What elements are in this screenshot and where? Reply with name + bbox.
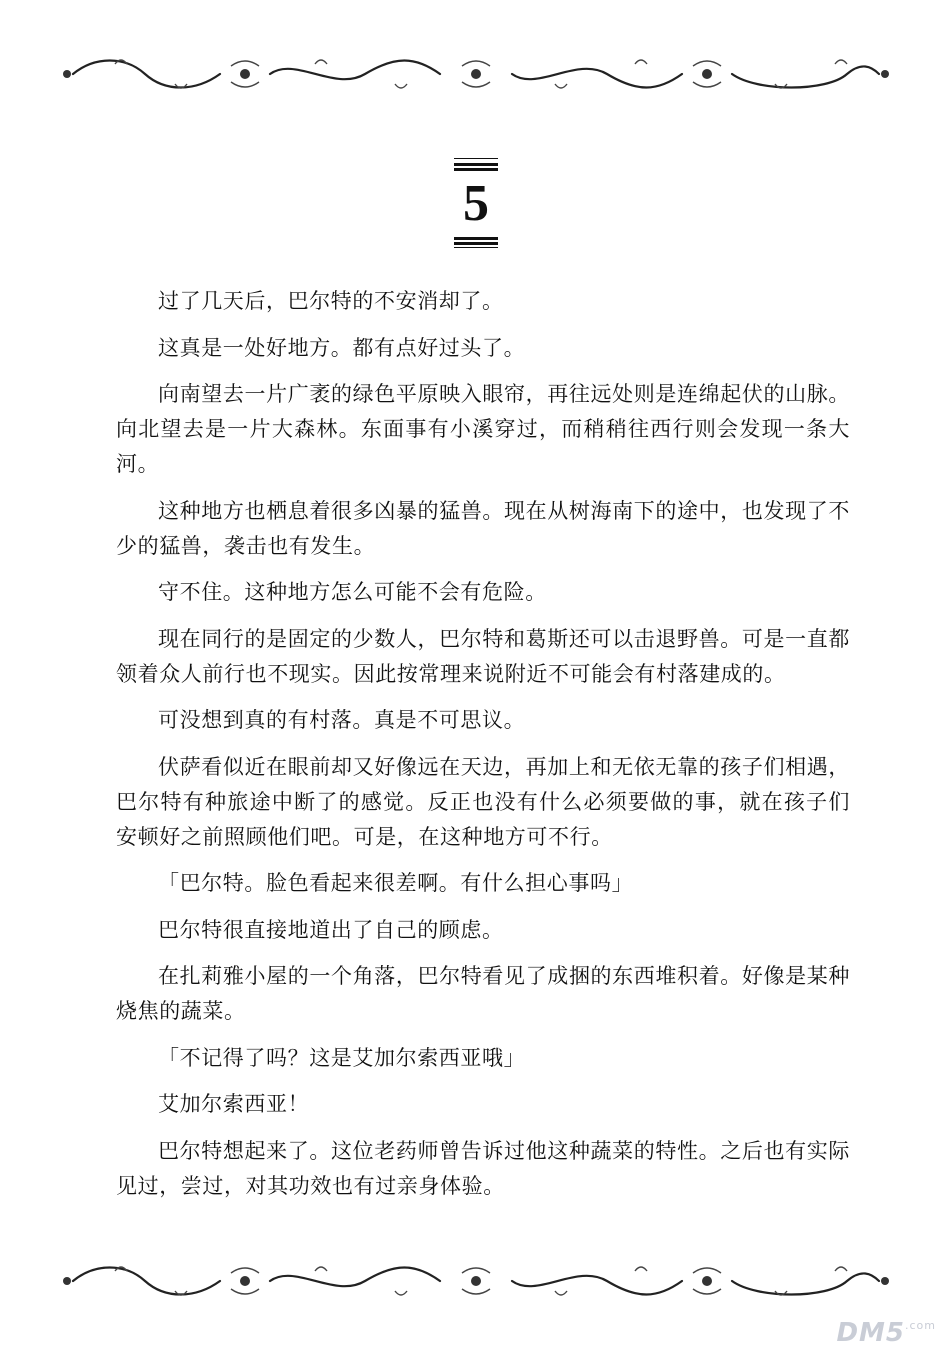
paragraph: 这真是一处好地方。都有点好过头了。 bbox=[158, 335, 526, 360]
paragraph: 过了几天后，巴尔特的不安消却了。 bbox=[158, 289, 504, 313]
paragraph: 可没想到真的有村落。真是不可思议。 bbox=[158, 708, 526, 732]
watermark-logo bbox=[836, 1318, 936, 1348]
chapter-bottom-rule bbox=[454, 237, 498, 248]
paragraph: 巴尔特想起来了。这位老药师曾告诉过他这种蔬菜的特性。之后也有实际见过，尝过，对其功效也有过亲身体验。 bbox=[116, 1138, 850, 1198]
paragraph: 向南望去一片广袤的绿色平原映入眼帘，再往远处则是连绵起伏的山脉。向北望去是一片大森林。东面事有小溪穿过，而稍稍往西行则会发现一条大河。 bbox=[116, 382, 850, 476]
paragraph: 这种地方也栖息着很多凶暴的猛兽。现在从树海南下的途中，也发现了不少的猛兽，袭击也有发生。 bbox=[116, 498, 850, 558]
paragraph: 守不住。这种地方怎么可能不会有危险。 bbox=[158, 580, 547, 604]
paragraph: 巴尔特很直接地道出了自己的顾虑。 bbox=[158, 917, 504, 942]
watermark-text: DM5 bbox=[836, 1318, 905, 1348]
chapter-number: 5 bbox=[463, 175, 489, 232]
top-ornament-border bbox=[55, 46, 897, 102]
paragraph: 伏萨看似近在眼前却又好像远在天边，再加上和无依无靠的孩子们相遇，巴尔特有种旅途中断了的感觉。反正也没有什么必须要做的事，就在孩子们安顿好之前照顾他们吧。可是，在这种地方可不行。 bbox=[116, 754, 850, 849]
body-text bbox=[116, 284, 850, 1215]
watermark-suffix: .com bbox=[905, 1319, 936, 1332]
paragraph: 在扎莉雅小屋的一个角落，巴尔特看见了成捆的东西堆积着。好像是某种烧焦的蔬菜。 bbox=[116, 964, 850, 1023]
bottom-ornament-border bbox=[55, 1253, 897, 1309]
paragraph: 「巴尔特。脸色看起来很差啊。有什么担心事吗」 bbox=[158, 871, 634, 895]
vine-ornament-icon bbox=[55, 1253, 897, 1309]
chapter-heading bbox=[426, 158, 526, 252]
vine-ornament-icon bbox=[55, 46, 897, 102]
chapter-top-rule bbox=[454, 158, 498, 171]
paragraph: 艾加尔索西亚！ bbox=[158, 1092, 310, 1116]
paragraph: 「不记得了吗？这是艾加尔索西亚哦」 bbox=[158, 1045, 526, 1070]
paragraph: 现在同行的是固定的少数人，巴尔特和葛斯还可以击退野兽。可是一直都领着众人前行也不现实。因此按常理来说附近不可能会有村落建成的。 bbox=[116, 626, 850, 686]
